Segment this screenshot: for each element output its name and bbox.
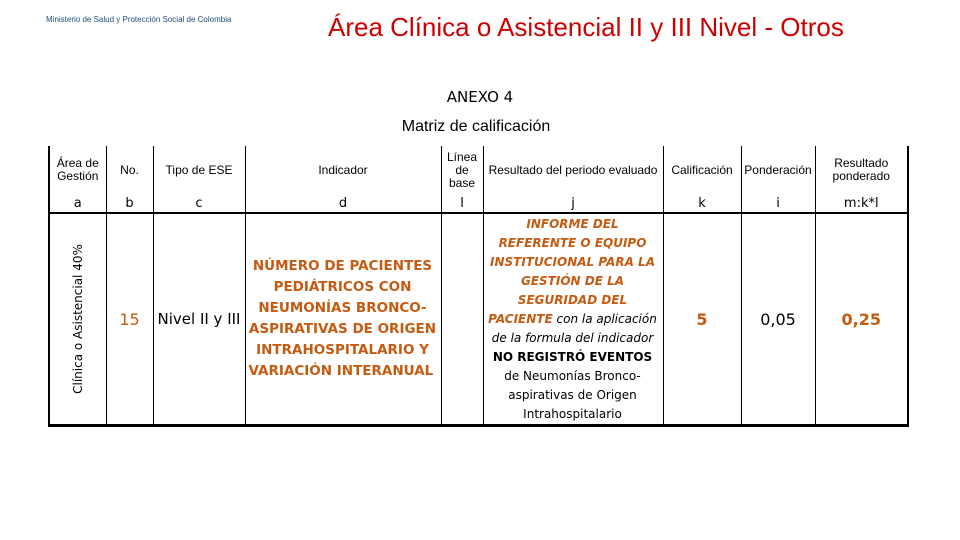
header-tipo-ese: Tipo de ESE <box>153 146 245 194</box>
header-baseline: Línea de base <box>441 146 483 194</box>
letter-result: j <box>483 194 663 213</box>
header-row <box>49 146 908 194</box>
result-part-3: NO REGISTRÓ EVENTOS <box>492 349 653 364</box>
letter-tipo-ese: c <box>153 194 245 213</box>
result-text <box>483 213 663 426</box>
header-weighted-result: Resultado ponderado <box>815 146 908 194</box>
header-weight: Ponderación <box>741 146 815 194</box>
area-cell <box>49 213 106 426</box>
weight-value: 0,05 <box>741 213 815 426</box>
ministry-label: Ministerio de Salud y Protección Social de Colombia <box>46 15 232 24</box>
letter-weight: i <box>741 194 815 213</box>
table-row <box>49 213 908 426</box>
annex-label: ANEXO 4 <box>446 88 514 106</box>
letter-number: b <box>106 194 153 213</box>
tipo-ese-value: Nivel II y III <box>153 213 245 426</box>
header-number: No. <box>106 146 153 194</box>
baseline-value <box>441 213 483 426</box>
letter-indicator: d <box>245 194 441 213</box>
area-label: Clínica o Asistencial 40% <box>70 244 85 394</box>
weighted-result-value: 0,25 <box>815 213 908 426</box>
letters-row <box>49 194 908 213</box>
matrix-title: Matriz de calificación <box>401 118 551 135</box>
letter-area: a <box>49 194 106 213</box>
indicator-text: NÚMERO DE PACIENTES PEDIÁTRICOS CON NEUMONÍAS BRONCO-ASPIRATIVAS DE ORIGEN INTRAHOSPITALARIO Y VARIACIÓN INTERANUAL <box>245 213 441 426</box>
header-score: Calificación <box>663 146 741 194</box>
letter-weighted-result: m:k*l <box>815 194 908 213</box>
result-part-2: con la aplicación de la formula del indicador <box>491 311 657 345</box>
header-result: Resultado del periodo evaluado <box>483 146 663 194</box>
indicator-number: 15 <box>106 213 153 426</box>
header-indicator: Indicador <box>245 146 441 194</box>
score-value: 5 <box>663 213 741 426</box>
letter-score: k <box>663 194 741 213</box>
page-title: Área Clínica o Asistencial II y III Nivel - Otros <box>328 12 844 42</box>
qualification-matrix <box>48 146 909 427</box>
header-area: Área de Gestión <box>49 146 106 194</box>
result-part-1: INFORME DEL REFERENTE O EQUIPO INSTITUCIONAL PARA LA GESTIÓN DE LA SEGURIDAD DEL PACIENTE <box>488 216 655 326</box>
result-part-4: de Neumonías Bronco-aspirativas de Origen Intrahospitalario <box>504 368 641 421</box>
letter-baseline: l <box>441 194 483 213</box>
